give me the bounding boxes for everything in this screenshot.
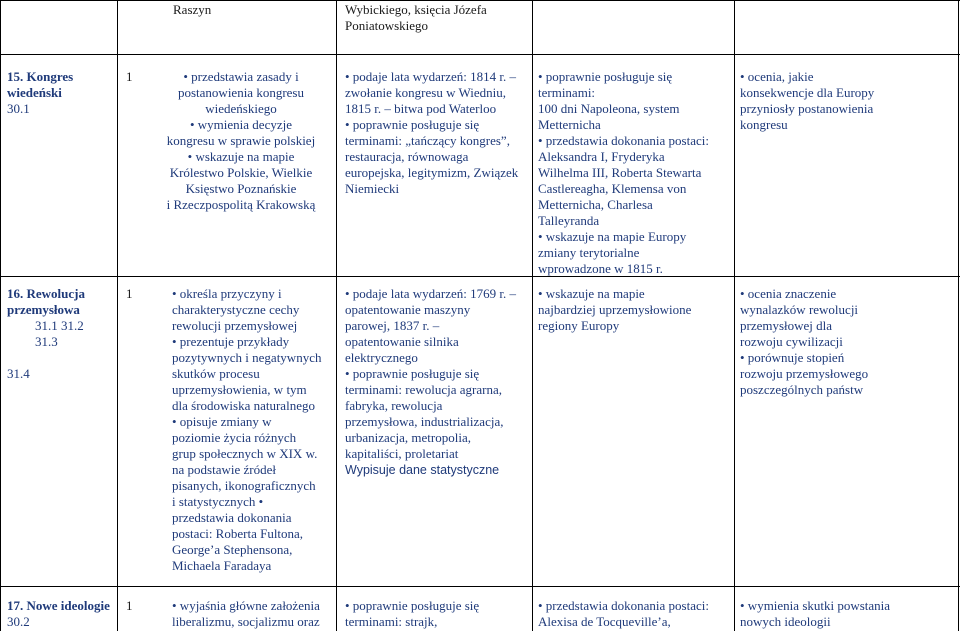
row16-requirements-basic-line: grup społecznych w XIX w. [172,446,318,461]
row15-requirements-c5-line: • poprawnie posługuje się [538,69,673,84]
row15-requirements-c4-line: europejska, legitymizm, Związek [345,165,519,180]
row16-requirements-basic [172,286,334,574]
row15-requirements-basic-line: postanowienia kongresu [177,85,304,100]
row17-requirements-basic-line: • wyjaśnia główne założenia [172,598,320,613]
row15-requirements-c4-line: • poprawnie posługuje się [345,117,480,132]
row16-requirements-c6-line: rozwoju przemysłowego [740,366,869,381]
row17-topic-line: 17. Nowe ideologie [7,598,110,613]
row16-refs [7,318,84,382]
row15-requirements-c6 [740,69,950,133]
row16-requirements-basic-line: • określa przyczyny i [172,286,282,301]
row16-requirements-basic-line: pozytywnych i negatywnych [172,350,322,365]
row15-requirements-c6-line: kongresu [740,117,788,132]
row15-requirements-c5-line: Metternicha, Charlesa [538,197,653,212]
row15-requirements-basic-line: Księstwo Poznańskie [185,181,297,196]
row15-hours: 1 [126,69,133,84]
cell-line: parowej, 1837 r. – [345,318,440,333]
cell-line: terminami: rewolucja agrarna, [345,382,503,397]
row16-requirements-c5 [538,286,730,334]
col-border-4 [734,0,735,631]
row16-requirements-basic-line: George’a Stephensona, [172,542,293,557]
top-cell-col1-line: Raszyn [173,2,212,17]
row16-requirements-c6-line: • porównuje stopień [740,350,845,365]
row15-requirements-c5-line: • wskazuje na mapie Europy [538,229,687,244]
row16-ref-3: 31.4 [7,366,30,381]
top-cell-col1 [173,2,328,18]
row16-topic-line: 16. Rewolucja [7,286,85,301]
row17-requirements-c6 [740,598,950,630]
row16-c4-extra: Wypisuje dane statystyczne [345,463,500,477]
row15-requirements-c4-line: • podaje lata wydarzeń: 1814 r. – [345,69,516,84]
row16-topic [7,286,85,318]
row15-requirements-basic-line: • wymienia decyzje [189,117,292,132]
row16-requirements-c6 [740,286,950,398]
row15-ref-line: 30.1 [7,101,30,116]
row16-requirements-c6-line: poszczególnych państw [740,382,864,397]
row16-requirements-c6-line: wynalazków rewolucji [740,302,859,317]
row16-requirements-basic-line: postaci: Roberta Fultona, [172,526,304,541]
row16-requirements-c6-line: przemysłowej dla [740,318,833,333]
row15-requirements-c4-line: zwołanie kongresu w Wiedniu, [345,85,506,100]
row15-requirements-c4-line: restauracja, równowaga [345,149,469,164]
row15-requirements-c6-line: przyniosły postanowienia [740,101,874,116]
row16-requirements-c5-line: • wskazuje na mapie [538,286,645,301]
top-cell-col3-line: Wybickiego, księcia Józefa [345,2,487,17]
row15-requirements-c5-line: wprowadzone w 1815 r. [538,261,663,276]
row15-requirements-basic-line: wiedeńskiego [205,101,277,116]
row17-requirements-basic-line: liberalizmu, socjalizmu oraz [172,614,320,629]
row-border-top [0,0,960,1]
row16-requirements-basic-line: skutków procesu [172,366,260,381]
row16-requirements-basic-line: • prezentuje przykłady [172,334,290,349]
row-border-b [0,276,960,277]
row15-requirements-c5-line: Castlereagha, Klemensa von [538,181,687,196]
row16-requirements-basic-line: • opisuje zmiany w [172,414,272,429]
row15-requirements-basic-line: i Rzeczpospolitą Krakowską [166,197,316,212]
row15-topic-line: wiedeński [7,85,62,100]
row15-requirements-basic [150,69,332,213]
row16-requirements-basic-line: charakterystyczne cechy [172,302,300,317]
row16-topic-line: przemysłowa [7,302,80,317]
row15-requirements-c5-line: 100 dni Napoleona, system [538,101,680,116]
cell-line: opatentowanie silnika [345,334,459,349]
row17-requirements-c6-line: nowych ideologii [740,614,831,629]
col-border-1 [117,0,118,631]
row-border-a [0,54,960,55]
row15-requirements-c4-line: terminami: „tańczący kongres”, [345,133,510,148]
row16-requirements-basic-line: uprzemysłowienia, w tym [172,382,307,397]
row15-requirements-c5-line: terminami: [538,85,596,100]
row15-topic-line: 15. Kongres [7,69,74,84]
row15-requirements-c5 [538,69,730,277]
row17-requirements-c5-line: Alexisa de Tocqueville’a, [538,614,671,629]
row17-requirements-c6-line: • wymienia skutki powstania [740,598,891,613]
row17-requirements-basic [172,598,334,630]
row16-ref-1: 31.1 31.2 [35,318,84,333]
row16-requirements-basic-line: Michaela Faradaya [172,558,272,573]
row15-requirements-c5-line: Aleksandra I, Fryderyka [538,149,665,164]
row17-ref [7,614,30,630]
row16-requirements-c5-line: najbardziej uprzemysłowione [538,302,692,317]
row15-requirements-basic-line: kongresu w sprawie polskiej [166,133,316,148]
row17-requirements-c4 [345,598,530,630]
row16-hours: 1 [126,286,133,301]
row17-requirements-c5-line: • przedstawia dokonania postaci: [538,598,709,613]
col-border-3 [532,0,533,631]
row15-requirements-c5-line: Metternicha [538,117,601,132]
col-border-5 [958,0,959,631]
top-cell-col3-line: Poniatowskiego [345,18,429,33]
row15-requirements-c6-line: • ocenia, jakie [740,69,814,84]
row16-requirements-basic-line: rewolucji przemysłowej [172,318,298,333]
cell-line: opatentowanie maszyny [345,302,471,317]
top-cell-col3 [345,2,525,34]
row15-requirements-c4-line: 1815 r. – bitwa pod Waterloo [345,101,497,116]
row16-requirements-basic-line: na podstawie źródeł [172,462,276,477]
cell-line: urbanizacja, metropolia, [345,430,471,445]
col-border-0 [0,0,1,631]
row17-requirements-c4-line: • poprawnie posługuje się [345,598,480,613]
row16-requirements-c6-line: • ocenia znaczenie [740,286,837,301]
cell-line: kapitaliści, proletariat [345,446,459,461]
row15-requirements-c5-line: Talleyranda [538,213,600,228]
row15-requirements-basic-line: • przedstawia zasady i [183,69,299,84]
row16-requirements-basic-line: dla środowiska naturalnego [172,398,315,413]
row16-ref-2: 31.3 [35,334,58,349]
col-border-2 [336,0,337,631]
row15-requirements-c5-line: • przedstawia dokonania postaci: [538,133,709,148]
row16-requirements-c4 [345,286,530,478]
row16-requirements-c6-line: rozwoju cywilizacji [740,334,843,349]
row15-requirements-c4 [345,69,530,197]
row15-topic [7,69,73,101]
row17-ref-line: 30.2 [7,614,30,629]
row15-requirements-basic-line: • wskazuje na mapie [187,149,295,164]
row16-requirements-basic-line: przedstawia dokonania [172,510,292,525]
row16-requirements-c5-line: regiony Europy [538,318,620,333]
cell-line: elektrycznego [345,350,418,365]
row16-requirements-basic-line: i statystycznych • [172,494,264,509]
row16-requirements-basic-line: pisanych, ikonograficznych [172,478,316,493]
row-border-c [0,586,960,587]
cell-line: fabryka, rewolucja [345,398,443,413]
cell-line: przemysłowa, industrializacja, [345,414,504,429]
row17-requirements-c4-line: terminami: strajk, [345,614,438,629]
row15-requirements-basic-line: Królestwo Polskie, Wielkie [169,165,313,180]
row16-requirements-basic-line: poziomie życia różnych [172,430,297,445]
row15-requirements-c5-line: zmiany terytorialne [538,245,640,260]
row15-requirements-c4-line: Niemiecki [345,181,400,196]
row17-requirements-c5 [538,598,730,630]
row17-topic [7,598,110,614]
row15-requirements-c6-line: konsekwencje dla Europy [740,85,875,100]
row15-ref [7,101,30,117]
row17-hours: 1 [126,598,133,613]
cell-line: • poprawnie posługuje się [345,366,480,381]
row15-requirements-c5-line: Wilhelma III, Roberta Stewarta [538,165,702,180]
cell-line: • podaje lata wydarzeń: 1769 r. – [345,286,516,301]
